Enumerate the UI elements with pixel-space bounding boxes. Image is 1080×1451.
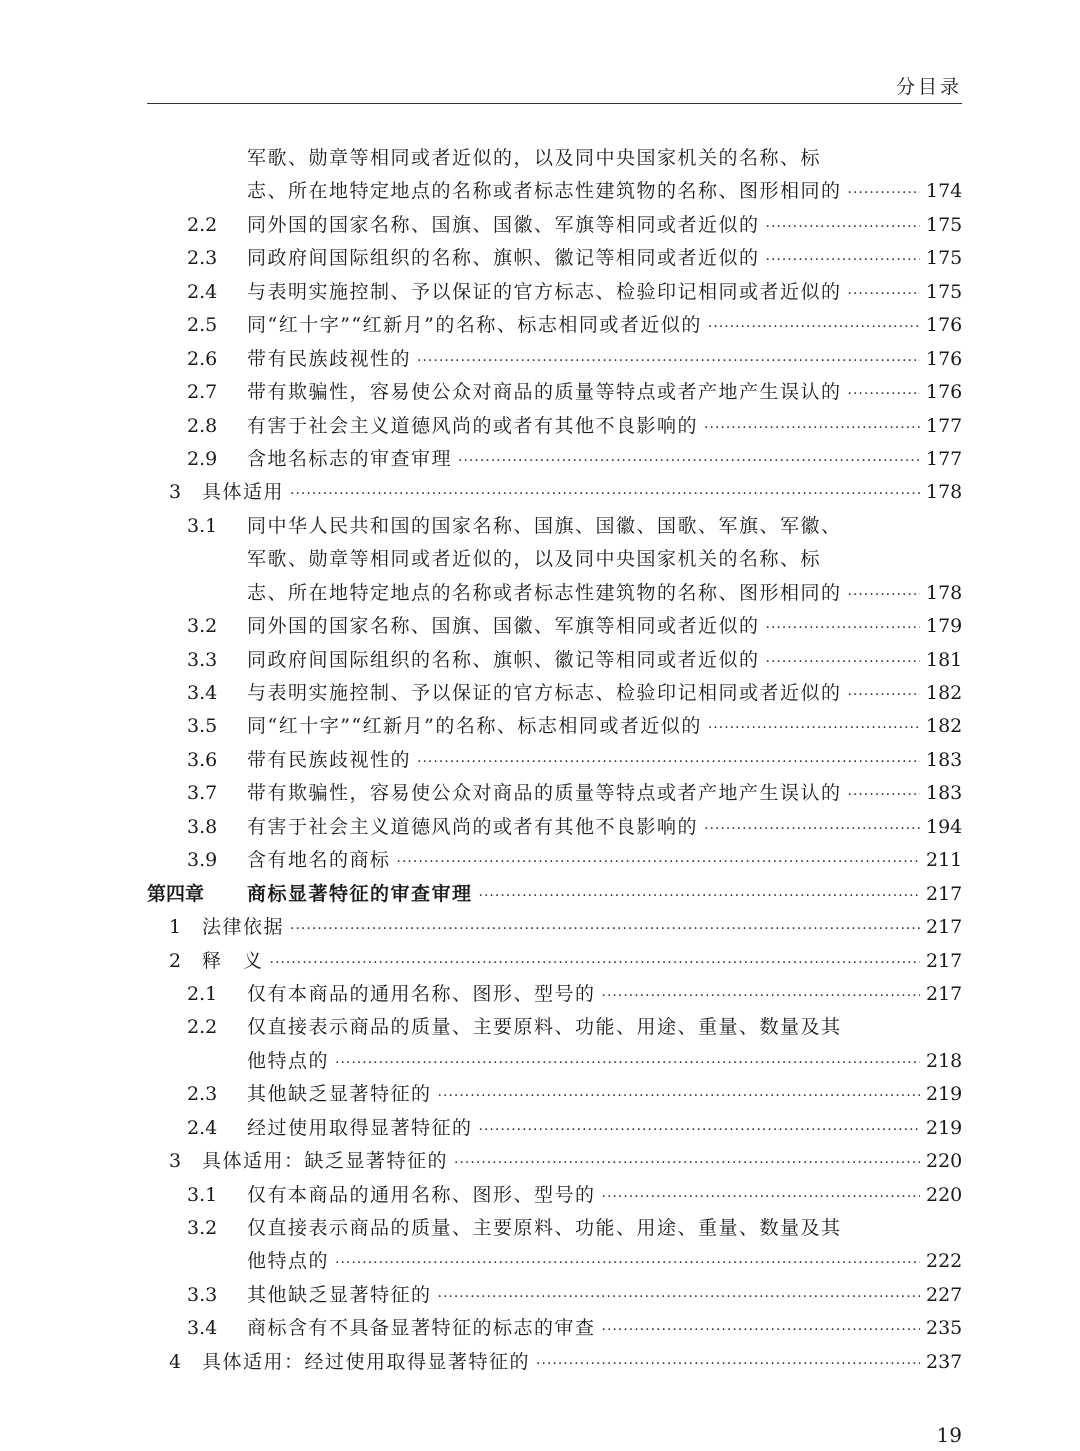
toc-entry-title: 带有民族歧视性的: [247, 748, 412, 771]
toc-entry-title: 含地名标志的审查审理: [247, 447, 453, 470]
toc-entry-title: 志、所在地特定地点的名称或者标志性建筑物的名称、图形相同的: [247, 581, 842, 604]
toc-entry-title: 同外国的国家名称、国旗、国徽、军旗等相同或者近似的: [247, 615, 760, 638]
toc-entry-number: 3.3: [187, 1283, 218, 1306]
toc-entry: [147, 209, 962, 242]
toc-entry: [147, 276, 962, 309]
toc-entry-title: 军歌、勋章等相同或者近似的，以及同中央国家机关的名称、标: [247, 147, 822, 169]
toc-entry-number: 2.6: [187, 347, 218, 370]
toc-entry-title: 有害于社会主义道德风尚的或者有其他不良影响的: [247, 815, 699, 838]
toc-entry-page: 176: [926, 347, 963, 370]
toc-entry-number: 3.5: [187, 715, 218, 738]
dot-leader: [335, 1247, 920, 1280]
toc-entry-page: 176: [926, 314, 963, 337]
toc-entry: [147, 1212, 962, 1245]
toc-entry-number: 3.6: [187, 748, 218, 771]
toc-entry-number: 1: [169, 916, 182, 939]
toc-entry-title: 与表明实施控制、予以保证的官方标志、检验印记相同或者近似的: [247, 280, 842, 303]
toc-entry-number: 3.2: [187, 615, 218, 638]
toc-entry-number: 第四章: [147, 882, 205, 905]
toc-entry-number: 3.8: [187, 815, 218, 838]
toc-entry: [147, 343, 962, 376]
toc-entry-number: 2.3: [187, 247, 218, 270]
toc-entry-title: 带有民族歧视性的: [247, 347, 412, 370]
toc-entry: [147, 1346, 962, 1379]
dot-leader: [848, 579, 920, 612]
toc-entry-number: 2.1: [187, 982, 218, 1005]
toc-entry-title: 其他缺乏显著特征的: [247, 1283, 432, 1306]
dot-leader: [454, 1147, 920, 1180]
dot-leader: [602, 1181, 920, 1214]
toc-entry: [147, 1145, 962, 1178]
toc-entry-number: 3.4: [187, 1317, 218, 1340]
toc-entry-page: 217: [926, 916, 963, 939]
toc-entry-page: 175: [926, 280, 963, 303]
toc-entry-page: 182: [926, 715, 963, 738]
toc-entry-page: 181: [926, 648, 963, 671]
toc-entry-title: 同“红十字”“红新月”的名称、标志相同或者近似的: [247, 314, 702, 337]
toc-entry: [147, 677, 962, 710]
toc-entry-title: 具体适用：缺乏显著特征的: [202, 1150, 449, 1173]
toc-entry-title: 仅直接表示商品的质量、主要原料、功能、用途、重量、数量及其: [247, 1016, 842, 1039]
toc-entry-page: 175: [926, 213, 963, 236]
toc-entry-number: 2: [169, 949, 182, 972]
toc-entry: [147, 911, 962, 944]
toc-entry-number: 3.1: [187, 514, 218, 537]
dot-leader: [766, 646, 920, 679]
dot-leader: [848, 177, 920, 210]
toc-entry-number: 2.7: [187, 381, 218, 404]
toc-entry-title: 经过使用取得显著特征的: [247, 1116, 473, 1139]
toc-entry-page: 211: [926, 849, 963, 872]
dot-leader: [848, 679, 920, 712]
dot-leader: [290, 913, 920, 946]
toc-entry-page: 219: [926, 1083, 963, 1106]
toc-entry: [147, 543, 962, 576]
dot-leader: [417, 345, 920, 378]
header-rule: [147, 103, 962, 104]
toc-entry: [147, 710, 962, 743]
toc-entry-page: 183: [926, 782, 963, 805]
toc-entry-title: 具体适用: [202, 481, 285, 504]
dot-leader: [270, 947, 920, 980]
toc-entry-title: 同“红十字”“红新月”的名称、标志相同或者近似的: [247, 715, 702, 738]
running-head: 分目录: [895, 76, 962, 98]
dot-leader: [536, 1348, 920, 1381]
toc-entry: [147, 142, 962, 175]
toc-entry-title: 与表明实施控制、予以保证的官方标志、检验印记相同或者近似的: [247, 682, 842, 704]
toc-entry-number: 3.3: [187, 648, 218, 671]
dot-leader: [438, 1080, 920, 1113]
table-of-contents: [147, 142, 962, 1379]
toc-entry-title: 商标显著特征的审查审理: [247, 882, 473, 905]
toc-entry-title: 同政府间国际组织的名称、旗帜、徽记等相同或者近似的: [247, 648, 760, 671]
toc-entry-title: 仅有本商品的通用名称、图形、型号的: [247, 982, 596, 1005]
toc-entry: [147, 1179, 962, 1212]
toc-entry-page: 235: [926, 1317, 963, 1340]
toc-entry-number: 3.2: [187, 1217, 218, 1239]
toc-entry: [147, 476, 962, 509]
dot-leader: [766, 211, 920, 244]
toc-entry-page: 182: [926, 682, 963, 704]
toc-entry-page: 217: [926, 982, 963, 1005]
toc-entry-page: 227: [926, 1283, 963, 1306]
toc-entry-title: 商标含有不具备显著特征的标志的审查: [247, 1317, 596, 1340]
toc-entry-page: 175: [926, 247, 963, 270]
toc-entry: [147, 644, 962, 677]
toc-entry-page: 183: [926, 748, 963, 771]
toc-entry: [147, 878, 962, 911]
toc-entry-title: 同外国的国家名称、国旗、国徽、军旗等相同或者近似的: [247, 213, 760, 236]
toc-entry: [147, 1112, 962, 1145]
toc-entry-title: 法律依据: [202, 916, 285, 939]
toc-entry: [147, 1045, 962, 1078]
dot-leader: [335, 1047, 920, 1080]
toc-entry-page: 217: [926, 882, 963, 905]
dot-leader: [848, 378, 920, 411]
toc-entry-title: 他特点的: [247, 1049, 330, 1072]
toc-entry: [147, 1078, 962, 1111]
toc-entry-title: 他特点的: [247, 1250, 330, 1273]
toc-entry-page: 194: [926, 815, 963, 838]
toc-entry-number: 2.4: [187, 1116, 218, 1139]
dot-leader: [602, 980, 920, 1013]
toc-entry-number: 4: [169, 1350, 182, 1373]
dot-leader: [479, 1114, 920, 1147]
dot-leader: [766, 612, 920, 645]
toc-entry-title: 释 义: [202, 949, 264, 972]
toc-entry-number: 2.3: [187, 1083, 218, 1106]
toc-entry-page: 179: [926, 615, 963, 638]
toc-entry-number: 3.9: [187, 849, 218, 872]
toc-entry-title: 有害于社会主义道德风尚的或者有其他不良影响的: [247, 414, 699, 437]
dot-leader: [704, 412, 920, 445]
toc-entry-title: 其他缺乏显著特征的: [247, 1083, 432, 1106]
toc-entry-page: 218: [926, 1049, 963, 1072]
toc-entry: [147, 1011, 962, 1044]
toc-entry: [147, 610, 962, 643]
dot-leader: [458, 445, 920, 478]
toc-entry: [147, 242, 962, 275]
toc-entry: [147, 443, 962, 476]
toc-entry: [147, 309, 962, 342]
toc-entry: [147, 844, 962, 877]
toc-entry-title: 具体适用：经过使用取得显著特征的: [202, 1350, 531, 1373]
toc-entry: [147, 376, 962, 409]
toc-entry-number: 2.4: [187, 280, 218, 303]
toc-entry-number: 2.8: [187, 414, 218, 437]
toc-entry-number: 2.2: [187, 1016, 218, 1039]
toc-entry: [147, 777, 962, 810]
toc-entry: [147, 1279, 962, 1312]
toc-entry: [147, 978, 962, 1011]
toc-entry-title: 志、所在地特定地点的名称或者标志性建筑物的名称、图形相同的: [247, 180, 842, 203]
toc-entry-page: 176: [926, 381, 963, 404]
toc-entry-page: 220: [926, 1183, 963, 1206]
dot-leader: [848, 278, 920, 311]
toc-entry-number: 2.5: [187, 314, 218, 337]
toc-entry-title: 仅有本商品的通用名称、图形、型号的: [247, 1183, 596, 1206]
dot-leader: [602, 1314, 920, 1347]
toc-entry-number: 3.1: [187, 1183, 218, 1206]
toc-entry-title: 军歌、勋章等相同或者近似的，以及同中央国家机关的名称、标: [247, 548, 822, 571]
toc-entry-page: 178: [926, 481, 963, 504]
toc-entry-title: 同中华人民共和国的国家名称、国旗、国徽、国歌、军旗、军徽、: [247, 514, 842, 537]
toc-entry: [147, 811, 962, 844]
toc-entry-page: 177: [926, 447, 963, 470]
toc-entry-page: 222: [926, 1250, 963, 1273]
toc-entry: [147, 1312, 962, 1345]
dot-leader: [848, 779, 920, 812]
toc-entry-page: 219: [926, 1116, 963, 1139]
dot-leader: [438, 1281, 920, 1314]
toc-entry-page: 220: [926, 1150, 963, 1173]
toc-entry: [147, 1245, 962, 1278]
toc-entry: [147, 744, 962, 777]
dot-leader: [704, 813, 920, 846]
toc-entry-number: 3.4: [187, 682, 218, 704]
toc-entry-number: 3: [169, 1150, 182, 1173]
dot-leader: [417, 746, 920, 779]
toc-entry-page: 217: [926, 949, 963, 972]
toc-entry-number: 2.9: [187, 447, 218, 470]
toc-entry-title: 含有地名的商标: [247, 849, 391, 872]
dot-leader: [397, 846, 920, 879]
toc-entry-title: 带有欺骗性，容易使公众对商品的质量等特点或者产地产生误认的: [247, 782, 842, 805]
dot-leader: [290, 478, 920, 511]
toc-entry: [147, 175, 962, 208]
toc-entry-number: 3.7: [187, 782, 218, 805]
toc-entry: [147, 410, 962, 443]
toc-entry-page: 174: [926, 180, 963, 203]
dot-leader: [766, 244, 920, 277]
toc-entry-number: 2.2: [187, 213, 218, 236]
toc-entry-title: 同政府间国际组织的名称、旗帜、徽记等相同或者近似的: [247, 247, 760, 270]
toc-entry: [147, 510, 962, 543]
toc-entry-page: 237: [926, 1350, 963, 1373]
toc-entry: [147, 945, 962, 978]
toc-entry-title: 带有欺骗性，容易使公众对商品的质量等特点或者产地产生误认的: [247, 381, 842, 404]
toc-entry-page: 177: [926, 414, 963, 437]
toc-entry-page: 178: [926, 581, 963, 604]
toc-entry: [147, 577, 962, 610]
dot-leader: [708, 311, 920, 344]
page-number: 19: [936, 1423, 962, 1447]
dot-leader: [479, 880, 920, 913]
dot-leader: [708, 712, 920, 745]
toc-entry-title: 仅直接表示商品的质量、主要原料、功能、用途、重量、数量及其: [247, 1217, 842, 1239]
toc-entry-number: 3: [169, 481, 182, 504]
